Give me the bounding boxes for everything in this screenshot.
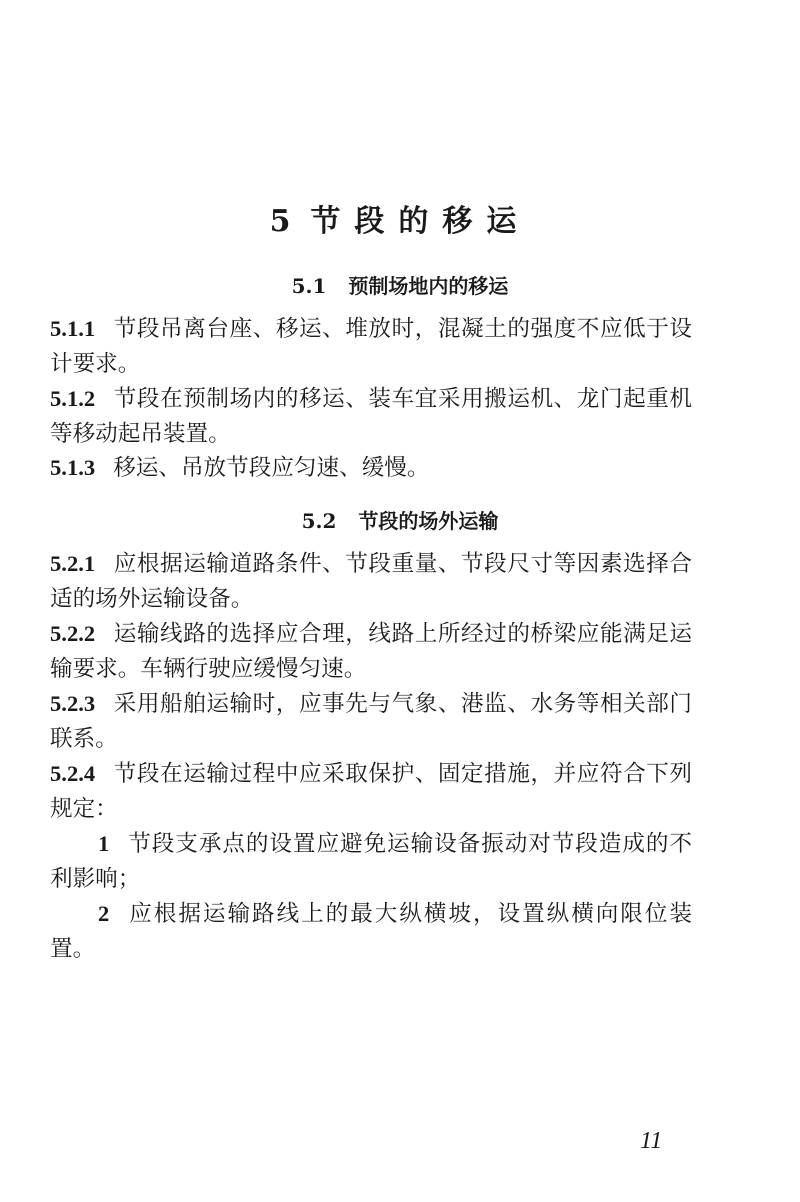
clause-number: 5.1.1 [50,316,96,341]
chapter-title [0,196,800,240]
clause-5-1-3 [50,450,692,486]
clause-5-2-1 [50,546,692,617]
section-title: 节段的场外运输 [358,509,499,533]
clause-text: 应根据运输道路条件、节段重量、节段尺寸等因素选择合适的场外运输设备。 [50,551,692,612]
item-number: 2 [98,901,110,926]
section-title: 预制场地内的移运 [348,274,509,298]
clause-5-2-4 [50,756,692,827]
clause-text: 节段吊离台座、移运、堆放时，混凝土的强度不应低于设计要求。 [50,316,692,377]
clause-number: 5.2.3 [50,691,96,716]
clause-number: 5.2.4 [50,761,96,786]
chapter-number: 5 [269,204,291,239]
clause-text: 节段在运输过程中应采取保护、固定措施，并应符合下列规定： [50,761,692,822]
item-number: 1 [98,831,110,856]
page-number: 11 [640,1128,663,1154]
clause-5-1-2 [50,381,692,452]
clause-text: 移运、吊放节段应匀速、缓慢。 [113,455,430,481]
list-item-2 [50,896,692,967]
item-text: 节段支承点的设置应避免运输设备振动对节段造成的不利影响； [50,831,692,892]
clause-5-1-1 [50,311,692,382]
clause-number: 5.1.3 [50,455,96,480]
clause-number: 5.1.2 [50,386,96,411]
section-number: 5.1 [291,274,327,298]
clause-5-2-3 [50,686,692,757]
chapter-title-text: 节段的移运 [310,204,531,239]
clause-text: 运输线路的选择应合理，线路上所经过的桥梁应能满足运输要求。车辆行驶应缓慢匀速。 [50,621,692,682]
section-heading-5-2 [0,505,800,534]
clause-number: 5.2.2 [50,621,96,646]
clause-text: 节段在预制场内的移运、装车宜采用搬运机、龙门起重机等移动起吊装置。 [50,386,692,447]
list-item-1 [50,826,692,897]
section-heading-5-1 [0,270,800,299]
clause-text: 采用船舶运输时，应事先与气象、港监、水务等相关部门联系。 [50,691,692,752]
clause-number: 5.2.1 [50,551,96,576]
section-number: 5.2 [301,509,337,533]
clause-5-2-2 [50,616,692,687]
item-text: 应根据运输路线上的最大纵横坡，设置纵横向限位装置。 [50,901,692,962]
